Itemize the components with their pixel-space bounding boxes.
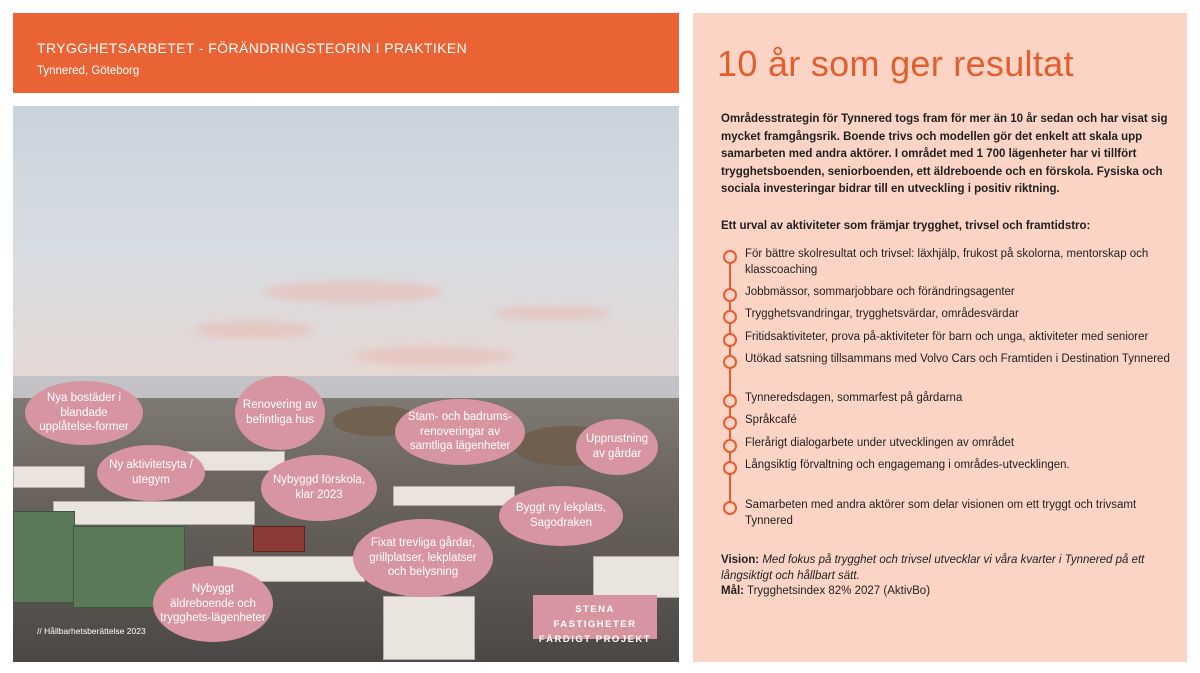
project-badge [533,595,657,645]
timeline-dot [723,461,737,475]
speech-bubble [261,455,377,521]
bubble-text: Nybyggt äldreboende och trygghets-lägenheter [160,582,266,625]
photo-caption: // Hållbarhetsberättelse 2023 [37,626,146,636]
bubble-text: Nya bostäder i blandade upplåtelse-former [39,391,129,434]
header-banner [13,13,679,93]
timeline-dot [723,310,737,324]
badge-line: FÄRDIGT PROJEKT [538,634,652,645]
timeline-dot [723,501,737,515]
intro-paragraph: Områdesstrategin för Tynnered togs fram för mer än 10 år sedan och har visat sig mycket framgångsrik. Boende trivs och modellen gör det enkelt att skala upp samarbeten med andra aktörer. I området med 1 700 lägenheter har vi tillfört trygghetsboenden, seniorboenden, ett äldreboende och en förskola. Fysiska och sociala investeringar bidrar till en utveckling i positiv riktning. [721,113,1168,196]
bubble-text: Byggt ny lekplats, Sagodraken [515,502,607,529]
building [383,596,475,660]
speech-bubble [499,486,623,546]
activity-item: Samarbeten med andra aktörer som delar visionen om ett tryggt och trivsamt Tynnered [745,499,1137,527]
activity-item: Fritidsaktiviteter, prova på-aktiviteter för barn och unga, aktiviteter med seniorer [745,331,1149,343]
bubble-text: Nybyggd förskola, klar 2023 [272,474,366,501]
building [253,526,305,552]
building [393,486,515,506]
speech-bubble [235,376,325,450]
speech-bubble [153,566,273,642]
bubble-text: Stam- och badrums-renoveringar av samtliga lägenheter [407,410,513,453]
activity-item: Trygghetsvandringar, trygghetsvärdar, områdesvärdar [745,308,1019,320]
cloud [493,306,613,320]
activity-item: Flerårigt dialogarbete under utvecklingen av området [745,437,1015,449]
timeline-dot [723,355,737,369]
activity-item: Utökad satsning tillsammans med Volvo Cars och Framtiden i Destination Tynnered [745,353,1170,365]
activity-item: Språkcafé [745,414,797,426]
header-subtitle: Tynnered, Göteborg [37,65,140,77]
timeline-dot [723,416,737,430]
activity-item: Långsiktig förvaltning och engagemang i områdes-utvecklingen. [745,459,1070,471]
info-panel [693,13,1187,662]
timeline-dot [723,333,737,347]
building [13,466,85,488]
bubble-text: Ny aktivitetsyta / utegym [109,459,193,486]
building [593,556,679,598]
cloud [353,346,513,366]
header-title: TRYGGHETSARBETET - FÖRÄNDRINGSTEORIN I PRAKTIKEN [37,40,468,56]
speech-bubble [576,419,658,475]
bubble-text: Fixat trevliga gårdar, grillplatser, lekplatser och belysning [369,536,477,579]
cloud [263,281,443,303]
building [13,511,75,603]
panel-heading: 10 år som ger resultat [717,43,1074,84]
timeline-dot [723,288,737,302]
timeline-dot [723,439,737,453]
speech-bubble [97,445,205,501]
vision-label: Vision: [721,554,760,566]
speech-bubble [25,381,143,445]
activity-item: Tynneredsdagen, sommarfest på gårdarna [745,392,963,404]
bubble-text: Upprustning av gårdar [585,433,648,460]
timeline-dot [723,394,737,408]
timeline-dot [723,250,737,264]
cloud [193,321,313,339]
aerial-photo [13,106,679,662]
activity-item: För bättre skolresultat och trivsel: läxhjälp, frukost på skolorna, mentorskap och klasscoaching [745,248,1149,276]
activities-title: Ett urval av aktiviteter som främjar trygghet, trivsel och framtidstro: [721,220,1091,232]
goal-text: Trygghetsindex 82% 2027 (AktivBo) [747,585,931,598]
speech-bubble [353,519,493,597]
vision-block [721,553,1171,600]
activity-item: Jobbmässor, sommarjobbare och förändringsagenter [745,286,1015,298]
speech-bubble [395,399,525,465]
badge-line: STENA FASTIGHETER [553,604,637,630]
bubble-text: Renovering av befintliga hus [242,399,318,426]
goal-label: Mål: [721,585,744,598]
vision-text: Med fokus på trygghet och trivsel utvecklar vi våra kvarter i Tynnered på ett långsiktigt och hållbart sätt. [721,554,1145,582]
building [53,501,255,525]
